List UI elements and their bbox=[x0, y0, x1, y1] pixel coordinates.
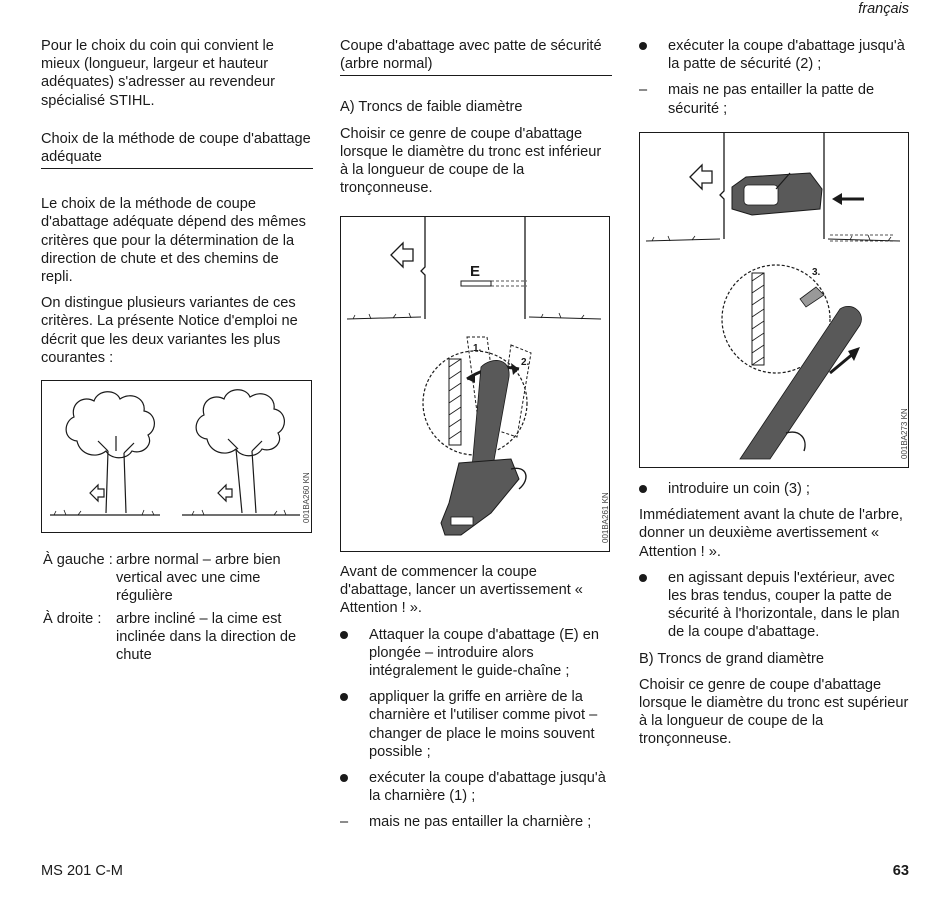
bullet-dot bbox=[639, 37, 659, 55]
list-item bbox=[639, 480, 911, 498]
label-one: 1. bbox=[473, 343, 482, 354]
list-item bbox=[340, 688, 612, 761]
column-middle-lower bbox=[340, 563, 612, 840]
list-item-text: Attaquer la coupe d'abattage (E) en plongée – introduire alors intégralement le guide-chaîne ; bbox=[369, 626, 599, 680]
label-three: 3. bbox=[812, 267, 821, 278]
definition-desc: arbre incliné – la cime est inclinée dans la direction de chute bbox=[116, 610, 297, 664]
method-paragraph: Le choix de la méthode de coupe d'abattage adéquate dépend des mêmes critères que pour la détermination de la direction de chute et des chemins de repli. bbox=[41, 196, 306, 286]
figure-small-trunk bbox=[340, 216, 610, 552]
page-number: 63 bbox=[892, 863, 909, 879]
column-left bbox=[41, 37, 313, 375]
bullet-dot bbox=[340, 769, 360, 787]
label-e: E bbox=[470, 263, 481, 280]
list-item bbox=[340, 769, 612, 805]
large-diameter-paragraph: Choisir ce genre de coupe d'abattage lorsque le diamètre du tronc est supérieur à la longueur de coupe de la tronçonneuse. bbox=[639, 676, 909, 748]
warning-paragraph: Avant de commencer la coupe d'abattage, lancer un avertissement « Attention ! ». bbox=[340, 564, 583, 617]
bullet-dot bbox=[340, 688, 360, 706]
definition-term: À droite : bbox=[43, 610, 102, 627]
list-item-text: en agissant depuis l'extérieur, avec les bras tendus, couper la patte de sécurité à l'horizontale, dans le plan de la coupe d'abattage. bbox=[668, 569, 900, 641]
bullet-dot bbox=[639, 480, 659, 498]
intro-paragraph: Pour le choix du coin qui convient le mieux (longueur, largeur et hauteur adéquates) s'adresser au revendeur spécialisé STIHL. bbox=[41, 38, 275, 109]
label-two: 2. bbox=[521, 357, 530, 368]
bullet-dash: – bbox=[340, 814, 349, 831]
list-item-text: exécuter la coupe d'abattage jusqu'à la patte de sécurité (2) ; bbox=[668, 38, 905, 73]
list-item-text: mais ne pas entailler la charnière ; bbox=[369, 814, 592, 831]
safety-strap-illustration bbox=[640, 133, 907, 466]
bullet-dot bbox=[639, 569, 659, 587]
small-diameter-paragraph: Choisir ce genre de coupe d'abattage lorsque le diamètre du tronc est inférieur à la longueur de coupe de la tronçonneuse. bbox=[340, 125, 602, 197]
column-right bbox=[639, 37, 911, 126]
subheading-large-diameter: B) Troncs de grand diamètre bbox=[639, 650, 824, 667]
definition-list bbox=[41, 551, 313, 668]
language-label: français bbox=[858, 1, 909, 17]
definition-row bbox=[41, 610, 313, 665]
list-item-text: mais ne pas entailler la patte de sécurité ; bbox=[668, 82, 875, 117]
column-right-lower bbox=[639, 480, 911, 757]
plunge-cut-illustration bbox=[341, 217, 608, 550]
list-item-text: introduire un coin (3) ; bbox=[668, 481, 810, 497]
figure-code: 001BA273 KN bbox=[900, 408, 909, 459]
section-heading-method: Choix de la méthode de coupe d'abattage adéquate bbox=[41, 130, 313, 169]
figure-code: 001BA261 KN bbox=[601, 492, 610, 543]
list-item-text: exécuter la coupe d'abattage jusqu'à la charnière (1) ; bbox=[369, 770, 606, 805]
figure-safety-strap bbox=[639, 132, 909, 468]
figure-code: 001BA260 KN bbox=[302, 472, 311, 523]
section-heading-felling: Coupe d'abattage avec patte de sécurité (arbre normal) bbox=[340, 37, 612, 76]
variants-paragraph: On distingue plusieurs variantes de ces critères. La présente Notice d'emploi ne décrit que les deux variantes les plus courantes : bbox=[41, 295, 298, 366]
second-warning-paragraph: Immédiatement avant la chute de l'arbre, donner un deuxième avertissement « Attention ! ». bbox=[639, 507, 903, 560]
list-item bbox=[639, 37, 911, 73]
subheading-small-diameter: A) Troncs de faible diamètre bbox=[340, 99, 523, 116]
list-item bbox=[639, 569, 911, 642]
definition-desc: arbre normal – arbre bien vertical avec une cime régulière bbox=[116, 552, 281, 605]
column-middle bbox=[340, 37, 612, 205]
footer-model: MS 201 C-M bbox=[41, 863, 123, 879]
list-item bbox=[340, 813, 612, 831]
definition-term: À gauche : bbox=[43, 552, 113, 568]
trees-illustration bbox=[42, 381, 310, 531]
bullet-dash: – bbox=[639, 82, 648, 99]
list-item-text: appliquer la griffe en arrière de la charnière et l'utiliser comme pivot – changer de place le moins souvent possible ; bbox=[369, 689, 598, 760]
list-item bbox=[639, 81, 911, 117]
bullet-dot bbox=[340, 626, 360, 644]
figure-trees bbox=[41, 380, 312, 533]
definition-row bbox=[41, 551, 313, 606]
list-item bbox=[340, 626, 612, 681]
